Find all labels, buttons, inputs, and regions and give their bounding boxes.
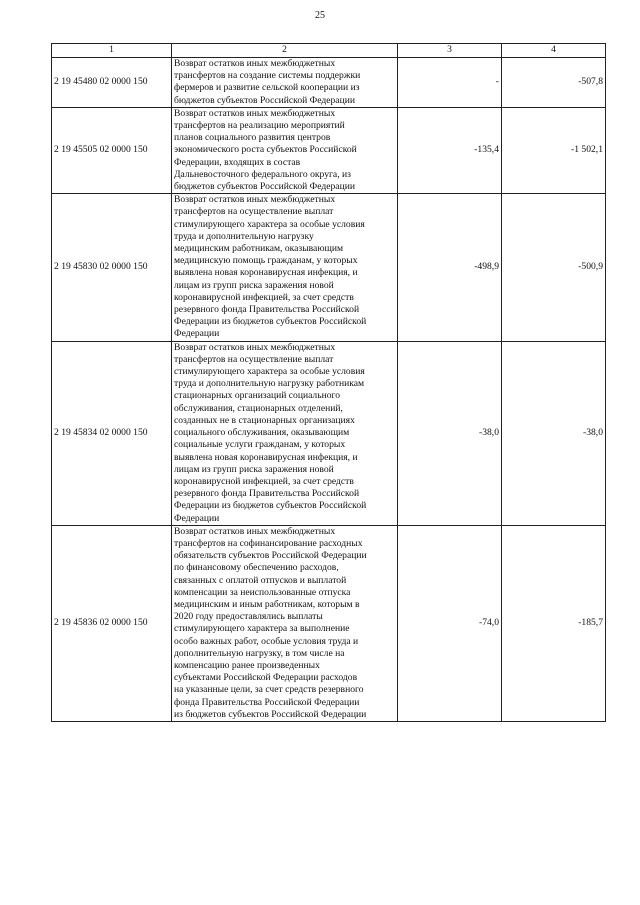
description-cell [172, 58, 398, 108]
description-line: медицинским и иным работникам, которым в [174, 598, 360, 610]
header-row [52, 44, 606, 58]
description-line: стимулирующего характера за выполнение [174, 623, 350, 635]
budget-table [51, 43, 606, 722]
description-line: по финансовому обеспечению расходов, [174, 562, 339, 574]
description-cell [172, 107, 398, 193]
description-line: экономического роста субъектов Российской [174, 144, 357, 156]
description-line: трансфертов на осуществление выплат [174, 353, 334, 365]
description-line: выявлена новая коронавирусная инфекция, и [174, 451, 358, 463]
description-line: связанных с оплатой отпусков и выплатой [174, 574, 347, 586]
description-line: Возврат остатков иных межбюджетных [174, 107, 336, 119]
description-line: резервного фонда Правительства Российской [174, 488, 360, 500]
column-header-4: 4 [502, 44, 606, 58]
budget-code-cell: 2 19 45834 02 0000 150 [52, 341, 172, 525]
description-line: труда и дополнительную нагрузку работникам [174, 378, 365, 390]
description-line: труда и дополнительную нагрузку [174, 230, 314, 242]
table-row [52, 341, 606, 525]
amount-col3-cell: -135,4 [398, 107, 502, 193]
column-header-1: 1 [52, 44, 172, 58]
description-line: 2020 году предоставлялись выплаты [174, 611, 323, 623]
budget-code-cell: 2 19 45830 02 0000 150 [52, 194, 172, 341]
amount-col4-cell: -507,8 [502, 58, 606, 108]
description-line: Федерации из бюджетов субъектов Российской [174, 316, 367, 328]
amount-col4-cell: -500,9 [502, 194, 606, 341]
description-line: фермеров и развитие сельской кооперации из [174, 82, 360, 94]
amount-col4-cell: -1 502,1 [502, 107, 606, 193]
description-line: бюджетов субъектов Российской Федерации [174, 181, 355, 193]
description-line: коронавирусной инфекцией, за счет средств [174, 475, 354, 487]
description-line: выявлена новая коронавирусная инфекция, и [174, 267, 358, 279]
page-number: 25 [315, 10, 325, 21]
description-line: трансфертов на осуществление выплат [174, 206, 334, 218]
column-header-3: 3 [398, 44, 502, 58]
amount-col3-cell: -74,0 [398, 525, 502, 721]
description-line: Возврат остатков иных межбюджетных [174, 341, 336, 353]
description-line: трансфертов на создание системы поддержки [174, 70, 361, 82]
table-row [52, 58, 606, 108]
description-cell [172, 194, 398, 341]
description-line: Возврат остатков иных межбюджетных [174, 58, 336, 69]
budget-code-cell: 2 19 45505 02 0000 150 [52, 107, 172, 193]
description-line: резервного фонда Правительства Российской [174, 304, 360, 316]
table-row [52, 525, 606, 721]
description-line: компенсацию ранее произведенных [174, 659, 320, 671]
description-line: компенсации за неиспользованные отпуска [174, 586, 351, 598]
description-line: субъектами Российской Федерации расходов [174, 672, 358, 684]
description-line: коронавирусной инфекцией, за счет средств [174, 291, 354, 303]
amount-col4-cell: -38,0 [502, 341, 606, 525]
description-line: медицинским работникам, оказывающим [174, 243, 344, 255]
description-line: Федерации из бюджетов субъектов Российской [174, 500, 367, 512]
description-line: дополнительную нагрузку, в том числе на [174, 647, 345, 659]
description-line: лицам из групп риска заражения новой [174, 279, 334, 291]
description-cell [172, 525, 398, 721]
description-line: Федерации [174, 328, 220, 340]
description-line: созданных не в стационарных организациях [174, 414, 355, 426]
description-line: Возврат остатков иных межбюджетных [174, 525, 336, 537]
description-line: обслуживания, стационарных отделений, [174, 402, 343, 414]
description-line: трансфертов на реализацию мероприятий [174, 120, 345, 132]
amount-col3-cell: - [398, 58, 502, 108]
table-body [52, 58, 606, 722]
description-line: стационарных организаций социального [174, 390, 341, 402]
budget-code-cell: 2 19 45480 02 0000 150 [52, 58, 172, 108]
description-line: обязательств субъектов Российской Федерации [174, 550, 367, 562]
budget-code-cell: 2 19 45836 02 0000 150 [52, 525, 172, 721]
description-line: из бюджетов субъектов Российской Федерации [174, 708, 367, 720]
description-line: медицинскую помощь гражданам, у которых [174, 255, 358, 267]
description-line: особо важных работ, особые условия труда и [174, 635, 359, 647]
description-line: стимулирующего характера за особые условия [174, 366, 365, 378]
amount-col3-cell: -38,0 [398, 341, 502, 525]
description-cell [172, 341, 398, 525]
description-line: планов социального развития центров [174, 132, 331, 144]
description-line: Возврат остатков иных межбюджетных [174, 194, 336, 206]
description-line: на указанные цели, за счет средств резервного [174, 684, 364, 696]
description-line: трансфертов на софинансирование расходных [174, 537, 363, 549]
description-line: фонда Правительства Российской Федерации [174, 696, 360, 708]
description-line: стимулирующего характера за особые условия [174, 218, 365, 230]
description-line: Дальневосточного федерального округа, из [174, 168, 351, 180]
description-line: социальные услуги гражданам, у которых [174, 439, 346, 451]
amount-col3-cell: -498,9 [398, 194, 502, 341]
table-row [52, 194, 606, 341]
description-line: социального обслуживания, оказывающим [174, 427, 350, 439]
amount-col4-cell: -185,7 [502, 525, 606, 721]
description-line: бюджетов субъектов Российской Федерации [174, 94, 355, 106]
description-line: лицам из групп риска заражения новой [174, 463, 334, 475]
column-header-2: 2 [172, 44, 398, 58]
table-row [52, 107, 606, 193]
description-line: Федерации, входящих в состав [174, 156, 301, 168]
description-line: Федерации [174, 512, 220, 524]
